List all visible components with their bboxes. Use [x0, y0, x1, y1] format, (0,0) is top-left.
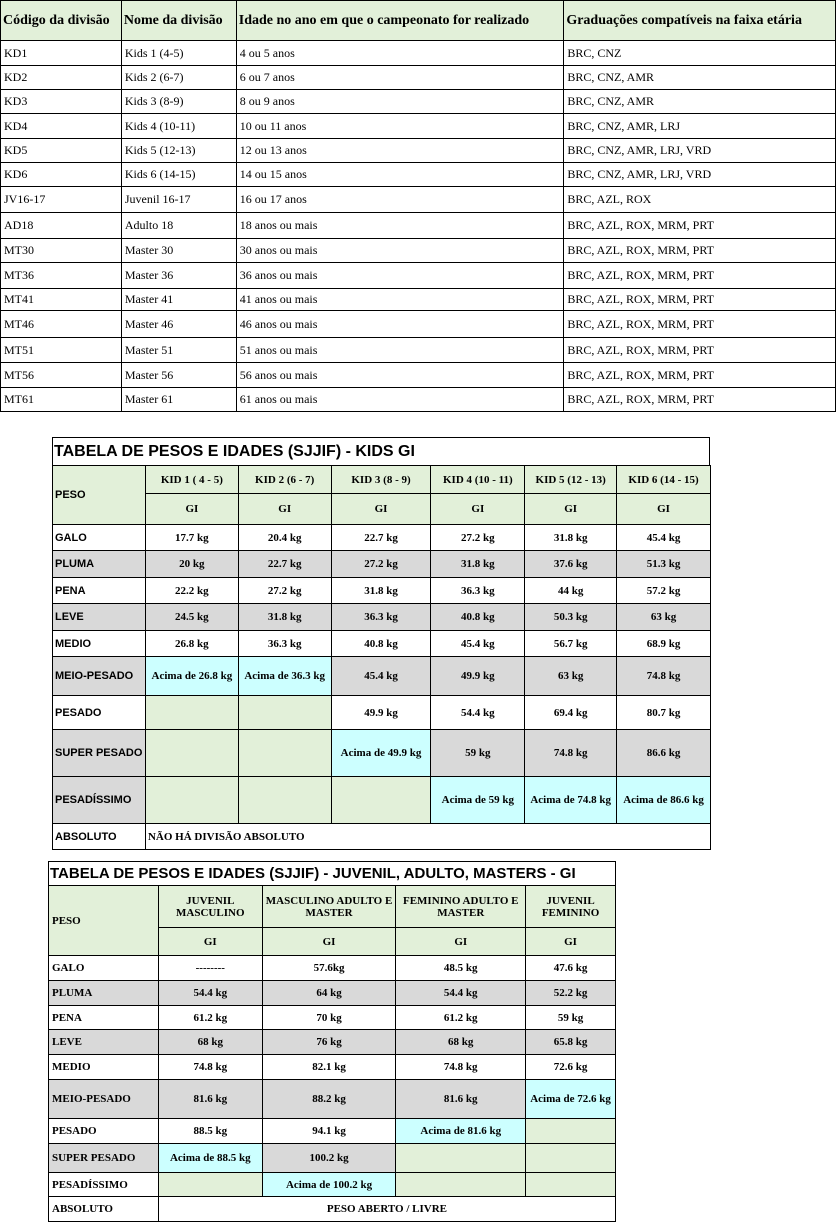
division-cell: KD6	[1, 163, 122, 187]
kids-weight-cell: Acima de 86.6 kg	[617, 777, 711, 824]
adults-weight-cell	[396, 1173, 526, 1197]
kids-gi-label: GI	[431, 494, 525, 525]
kids-weight-row	[53, 696, 711, 730]
kids-weight-cell: 40.8 kg	[431, 604, 525, 631]
kids-weight-row	[53, 730, 711, 777]
adults-weight-class-label: PESADO	[49, 1119, 159, 1144]
kids-weight-cell	[331, 777, 431, 824]
division-cell: 51 anos ou mais	[236, 338, 564, 363]
kids-weight-cell: Acima de 26.8 kg	[145, 657, 238, 696]
kids-weight-row	[53, 631, 711, 657]
kids-weight-cell: 36.3 kg	[331, 604, 431, 631]
adults-weight-cell: Acima de 72.6 kg	[526, 1080, 616, 1119]
adults-gi-label: GI	[158, 928, 262, 956]
division-row	[1, 263, 836, 289]
kids-weight-cell: 74.8 kg	[525, 730, 617, 777]
kids-weight-cell: 36.3 kg	[431, 578, 525, 604]
kids-weight-cell: 27.2 kg	[331, 551, 431, 578]
adults-col-header: JUVENIL FEMININO	[526, 886, 616, 928]
kids-weight-row	[53, 657, 711, 696]
adults-weight-class-label: PLUMA	[49, 981, 159, 1006]
kids-weight-cell: 63 kg	[525, 657, 617, 696]
division-cell: BRC, CNZ	[564, 41, 836, 66]
header-idade: Idade no ano em que o campeonato for realizado	[236, 1, 564, 41]
kids-weight-cell: 45.4 kg	[431, 631, 525, 657]
division-cell: 8 ou 9 anos	[236, 90, 564, 114]
adults-weight-row	[49, 1006, 616, 1030]
division-cell: Kids 5 (12-13)	[121, 139, 236, 163]
division-cell: 46 anos ou mais	[236, 311, 564, 338]
header-graduacoes: Graduações compatíveis na faixa etária	[564, 1, 836, 41]
kids-weight-cell: 49.9 kg	[431, 657, 525, 696]
division-row	[1, 163, 836, 187]
division-cell: MT61	[1, 388, 122, 412]
kids-weight-cell: 31.8 kg	[431, 551, 525, 578]
division-cell: Master 46	[121, 311, 236, 338]
adults-weight-class-label: PESADÍSSIMO	[49, 1173, 159, 1197]
division-cell: MT30	[1, 239, 122, 263]
division-cell: JV16-17	[1, 187, 122, 213]
adults-weight-cell: 68 kg	[396, 1030, 526, 1055]
kids-peso-label: PESO	[53, 466, 146, 525]
divisions-table	[0, 0, 836, 412]
adults-weight-cell: 59 kg	[526, 1006, 616, 1030]
division-cell: 61 anos ou mais	[236, 388, 564, 412]
division-cell: Master 30	[121, 239, 236, 263]
kids-col-header: KID 4 (10 - 11)	[431, 466, 525, 494]
adults-weight-cell	[526, 1144, 616, 1173]
adults-weight-table	[48, 885, 616, 1222]
kids-weight-cell: 45.4 kg	[617, 525, 711, 551]
division-row	[1, 213, 836, 239]
adults-weight-row	[49, 1055, 616, 1080]
kids-weight-cell: 20 kg	[145, 551, 238, 578]
division-cell: BRC, AZL, ROX, MRM, PRT	[564, 263, 836, 289]
adults-weight-row	[49, 1030, 616, 1055]
division-cell: BRC, AZL, ROX, MRM, PRT	[564, 289, 836, 311]
adults-weight-cell	[396, 1144, 526, 1173]
adults-weight-class-label: MEIO-PESADO	[49, 1080, 159, 1119]
kids-weight-row	[53, 525, 711, 551]
division-cell: Adulto 18	[121, 213, 236, 239]
adults-weight-class-label: GALO	[49, 956, 159, 981]
adults-weight-cell	[526, 1119, 616, 1144]
adults-weight-cell: Acima de 100.2 kg	[262, 1173, 396, 1197]
division-row	[1, 41, 836, 66]
kids-weight-cell: 37.6 kg	[525, 551, 617, 578]
adults-weight-cell: 100.2 kg	[262, 1144, 396, 1173]
kids-weight-cell: Acima de 49.9 kg	[331, 730, 431, 777]
kids-weight-cell: 27.2 kg	[238, 578, 331, 604]
kids-weight-cell: 69.4 kg	[525, 696, 617, 730]
kids-weight-cell: 17.7 kg	[145, 525, 238, 551]
kids-weight-cell: 31.8 kg	[525, 525, 617, 551]
kids-gi-label: GI	[145, 494, 238, 525]
kids-weight-cell: 80.7 kg	[617, 696, 711, 730]
kids-weight-cell: 49.9 kg	[331, 696, 431, 730]
division-cell: Kids 3 (8-9)	[121, 90, 236, 114]
adults-weight-cell: 76 kg	[262, 1030, 396, 1055]
division-cell: BRC, CNZ, AMR	[564, 66, 836, 90]
kids-weight-cell: 20.4 kg	[238, 525, 331, 551]
kids-weight-cell: 22.2 kg	[145, 578, 238, 604]
division-cell: Master 51	[121, 338, 236, 363]
division-cell: MT36	[1, 263, 122, 289]
adults-weight-cell: 70 kg	[262, 1006, 396, 1030]
adults-weight-cell: Acima de 81.6 kg	[396, 1119, 526, 1144]
division-cell: BRC, CNZ, AMR, LRJ, VRD	[564, 139, 836, 163]
division-cell: MT56	[1, 363, 122, 388]
divisions-header-row	[1, 1, 836, 41]
division-cell: 56 anos ou mais	[236, 363, 564, 388]
adults-col-header: MASCULINO ADULTO E MASTER	[262, 886, 396, 928]
kids-weight-cell: 74.8 kg	[617, 657, 711, 696]
adults-weight-cell: 52.2 kg	[526, 981, 616, 1006]
adults-weight-cell: 74.8 kg	[158, 1055, 262, 1080]
kids-weight-cell: Acima de 59 kg	[431, 777, 525, 824]
header-nome: Nome da divisão	[121, 1, 236, 41]
kids-weight-cell: 22.7 kg	[238, 551, 331, 578]
kids-weight-cell: Acima de 74.8 kg	[525, 777, 617, 824]
division-cell: 14 ou 15 anos	[236, 163, 564, 187]
kids-weight-cell: 63 kg	[617, 604, 711, 631]
kids-weight-cell: 22.7 kg	[331, 525, 431, 551]
kids-weight-row	[53, 578, 711, 604]
adults-weight-row	[49, 1144, 616, 1173]
division-cell: BRC, CNZ, AMR	[564, 90, 836, 114]
adults-weight-cell: --------	[158, 956, 262, 981]
division-cell: Kids 1 (4-5)	[121, 41, 236, 66]
division-cell: BRC, AZL, ROX, MRM, PRT	[564, 311, 836, 338]
adults-weight-class-label: PENA	[49, 1006, 159, 1030]
adults-weight-cell: 61.2 kg	[396, 1006, 526, 1030]
kids-weight-cell	[238, 696, 331, 730]
adults-weight-class-label: MEDIO	[49, 1055, 159, 1080]
division-cell: Kids 6 (14-15)	[121, 163, 236, 187]
division-row	[1, 388, 836, 412]
kids-weight-cell	[145, 696, 238, 730]
adults-weight-cell: 47.6 kg	[526, 956, 616, 981]
kids-weight-cell: 40.8 kg	[331, 631, 431, 657]
division-cell: 10 ou 11 anos	[236, 114, 564, 139]
kids-weight-cell	[145, 777, 238, 824]
division-cell: KD3	[1, 90, 122, 114]
adults-weight-row	[49, 1080, 616, 1119]
kids-absoluto-value: NÃO HÁ DIVISÃO ABSOLUTO	[145, 824, 710, 850]
division-row	[1, 239, 836, 263]
kids-header-row	[53, 466, 711, 494]
kids-weight-cell: 45.4 kg	[331, 657, 431, 696]
adults-weight-row	[49, 1119, 616, 1144]
adults-weight-cell: 57.6kg	[262, 956, 396, 981]
adults-weight-cell: 82.1 kg	[262, 1055, 396, 1080]
kids-weight-class-label: MEDIO	[53, 631, 146, 657]
kids-weight-cell: 68.9 kg	[617, 631, 711, 657]
division-cell: Master 36	[121, 263, 236, 289]
division-cell: KD1	[1, 41, 122, 66]
adults-weight-cell: 74.8 kg	[396, 1055, 526, 1080]
kids-weight-class-label: LEVE	[53, 604, 146, 631]
kids-absoluto-row	[53, 824, 711, 850]
division-cell: Kids 4 (10-11)	[121, 114, 236, 139]
division-row	[1, 338, 836, 363]
division-row	[1, 114, 836, 139]
division-cell: 12 ou 13 anos	[236, 139, 564, 163]
adults-weight-cell: 64 kg	[262, 981, 396, 1006]
adults-absoluto-label: ABSOLUTO	[49, 1197, 159, 1222]
kids-weight-cell: 51.3 kg	[617, 551, 711, 578]
division-cell: Master 56	[121, 363, 236, 388]
division-row	[1, 187, 836, 213]
adults-weight-row	[49, 1173, 616, 1197]
adults-gi-label: GI	[396, 928, 526, 956]
adults-col-header: FEMININO ADULTO E MASTER	[396, 886, 526, 928]
division-cell: 30 anos ou mais	[236, 239, 564, 263]
division-cell: MT46	[1, 311, 122, 338]
division-cell: MT41	[1, 289, 122, 311]
division-cell: BRC, AZL, ROX, MRM, PRT	[564, 363, 836, 388]
kids-weight-cell: 24.5 kg	[145, 604, 238, 631]
adults-weight-cell: 65.8 kg	[526, 1030, 616, 1055]
division-cell: BRC, AZL, ROX, MRM, PRT	[564, 338, 836, 363]
kids-col-header: KID 3 (8 - 9)	[331, 466, 431, 494]
adults-gi-label: GI	[526, 928, 616, 956]
kids-weight-row	[53, 551, 711, 578]
kids-table-title: TABELA DE PESOS E IDADES (SJJIF) - KIDS GI	[52, 437, 710, 465]
kids-weight-cell: 50.3 kg	[525, 604, 617, 631]
kids-weight-cell: 57.2 kg	[617, 578, 711, 604]
division-cell: Juvenil 16-17	[121, 187, 236, 213]
adults-weight-cell: 94.1 kg	[262, 1119, 396, 1144]
division-cell: KD4	[1, 114, 122, 139]
division-cell: AD18	[1, 213, 122, 239]
division-cell: Kids 2 (6-7)	[121, 66, 236, 90]
kids-weight-cell: 54.4 kg	[431, 696, 525, 730]
adults-weight-cell: 81.6 kg	[158, 1080, 262, 1119]
adults-weight-cell: 68 kg	[158, 1030, 262, 1055]
kids-col-header: KID 1 ( 4 - 5)	[145, 466, 238, 494]
adults-weight-cell: 81.6 kg	[396, 1080, 526, 1119]
kids-weight-cell: Acima de 36.3 kg	[238, 657, 331, 696]
kids-weight-class-label: SUPER PESADO	[53, 730, 146, 777]
kids-weight-cell	[238, 730, 331, 777]
adults-weight-cell: 88.5 kg	[158, 1119, 262, 1144]
kids-gi-label: GI	[617, 494, 711, 525]
kids-weight-row	[53, 604, 711, 631]
adults-weight-class-label: LEVE	[49, 1030, 159, 1055]
kids-weight-class-label: PLUMA	[53, 551, 146, 578]
adults-weight-cell: 61.2 kg	[158, 1006, 262, 1030]
adults-gi-label: GI	[262, 928, 396, 956]
adults-weight-cell	[158, 1173, 262, 1197]
kids-weight-cell: 59 kg	[431, 730, 525, 777]
adults-table-title: TABELA DE PESOS E IDADES (SJJIF) - JUVENIL, ADULTO, MASTERS - GI	[48, 861, 616, 885]
kids-weight-class-label: PESADO	[53, 696, 146, 730]
division-cell: BRC, AZL, ROX, MRM, PRT	[564, 239, 836, 263]
division-cell: KD5	[1, 139, 122, 163]
kids-weight-cell: 36.3 kg	[238, 631, 331, 657]
division-cell: BRC, AZL, ROX	[564, 187, 836, 213]
division-row	[1, 139, 836, 163]
division-cell: 6 ou 7 anos	[236, 66, 564, 90]
division-cell: BRC, AZL, ROX, MRM, PRT	[564, 213, 836, 239]
adults-col-header: JUVENIL MASCULINO	[158, 886, 262, 928]
kids-weight-class-label: MEIO-PESADO	[53, 657, 146, 696]
division-cell: 41 anos ou mais	[236, 289, 564, 311]
adults-weight-cell: 88.2 kg	[262, 1080, 396, 1119]
division-cell: Master 61	[121, 388, 236, 412]
kids-col-header: KID 6 (14 - 15)	[617, 466, 711, 494]
adults-weight-cell: 54.4 kg	[158, 981, 262, 1006]
kids-weight-cell: 56.7 kg	[525, 631, 617, 657]
adults-weight-cell: Acima de 88.5 kg	[158, 1144, 262, 1173]
kids-weight-cell: 26.8 kg	[145, 631, 238, 657]
adults-weight-row	[49, 956, 616, 981]
adults-weight-cell	[526, 1173, 616, 1197]
kids-weight-class-label: GALO	[53, 525, 146, 551]
kids-weight-cell: 31.8 kg	[238, 604, 331, 631]
kids-weight-cell: 27.2 kg	[431, 525, 525, 551]
kids-absoluto-label: ABSOLUTO	[53, 824, 146, 850]
division-cell: 16 ou 17 anos	[236, 187, 564, 213]
division-row	[1, 289, 836, 311]
adults-peso-label: PESO	[49, 886, 159, 956]
kids-col-header: KID 2 (6 - 7)	[238, 466, 331, 494]
division-cell: 18 anos ou mais	[236, 213, 564, 239]
kids-gi-label: GI	[331, 494, 431, 525]
adults-weight-cell: 72.6 kg	[526, 1055, 616, 1080]
header-codigo: Código da divisão	[1, 1, 122, 41]
division-cell: 36 anos ou mais	[236, 263, 564, 289]
kids-weight-cell: 44 kg	[525, 578, 617, 604]
division-cell: 4 ou 5 anos	[236, 41, 564, 66]
adults-weight-cell: 54.4 kg	[396, 981, 526, 1006]
division-cell: BRC, CNZ, AMR, LRJ	[564, 114, 836, 139]
kids-weight-class-label: PESADÍSSIMO	[53, 777, 146, 824]
adults-header-row	[49, 886, 616, 928]
kids-col-header: KID 5 (12 - 13)	[525, 466, 617, 494]
kids-weight-cell	[238, 777, 331, 824]
adults-weight-row	[49, 981, 616, 1006]
division-row	[1, 311, 836, 338]
adults-weight-cell: 48.5 kg	[396, 956, 526, 981]
kids-weight-cell: 31.8 kg	[331, 578, 431, 604]
division-cell: BRC, AZL, ROX, MRM, PRT	[564, 388, 836, 412]
division-row	[1, 363, 836, 388]
kids-gi-row	[53, 494, 711, 525]
kids-gi-label: GI	[525, 494, 617, 525]
kids-gi-label: GI	[238, 494, 331, 525]
adults-weight-class-label: SUPER PESADO	[49, 1144, 159, 1173]
adults-absoluto-value: PESO ABERTO / LIVRE	[158, 1197, 615, 1222]
kids-weight-row	[53, 777, 711, 824]
division-row	[1, 66, 836, 90]
kids-weight-cell	[145, 730, 238, 777]
division-cell: MT51	[1, 338, 122, 363]
division-row	[1, 90, 836, 114]
kids-weight-class-label: PENA	[53, 578, 146, 604]
division-cell: KD2	[1, 66, 122, 90]
kids-weight-cell: 86.6 kg	[617, 730, 711, 777]
kids-weight-table	[52, 465, 711, 850]
adults-absoluto-row	[49, 1197, 616, 1222]
division-cell: BRC, CNZ, AMR, LRJ, VRD	[564, 163, 836, 187]
division-cell: Master 41	[121, 289, 236, 311]
